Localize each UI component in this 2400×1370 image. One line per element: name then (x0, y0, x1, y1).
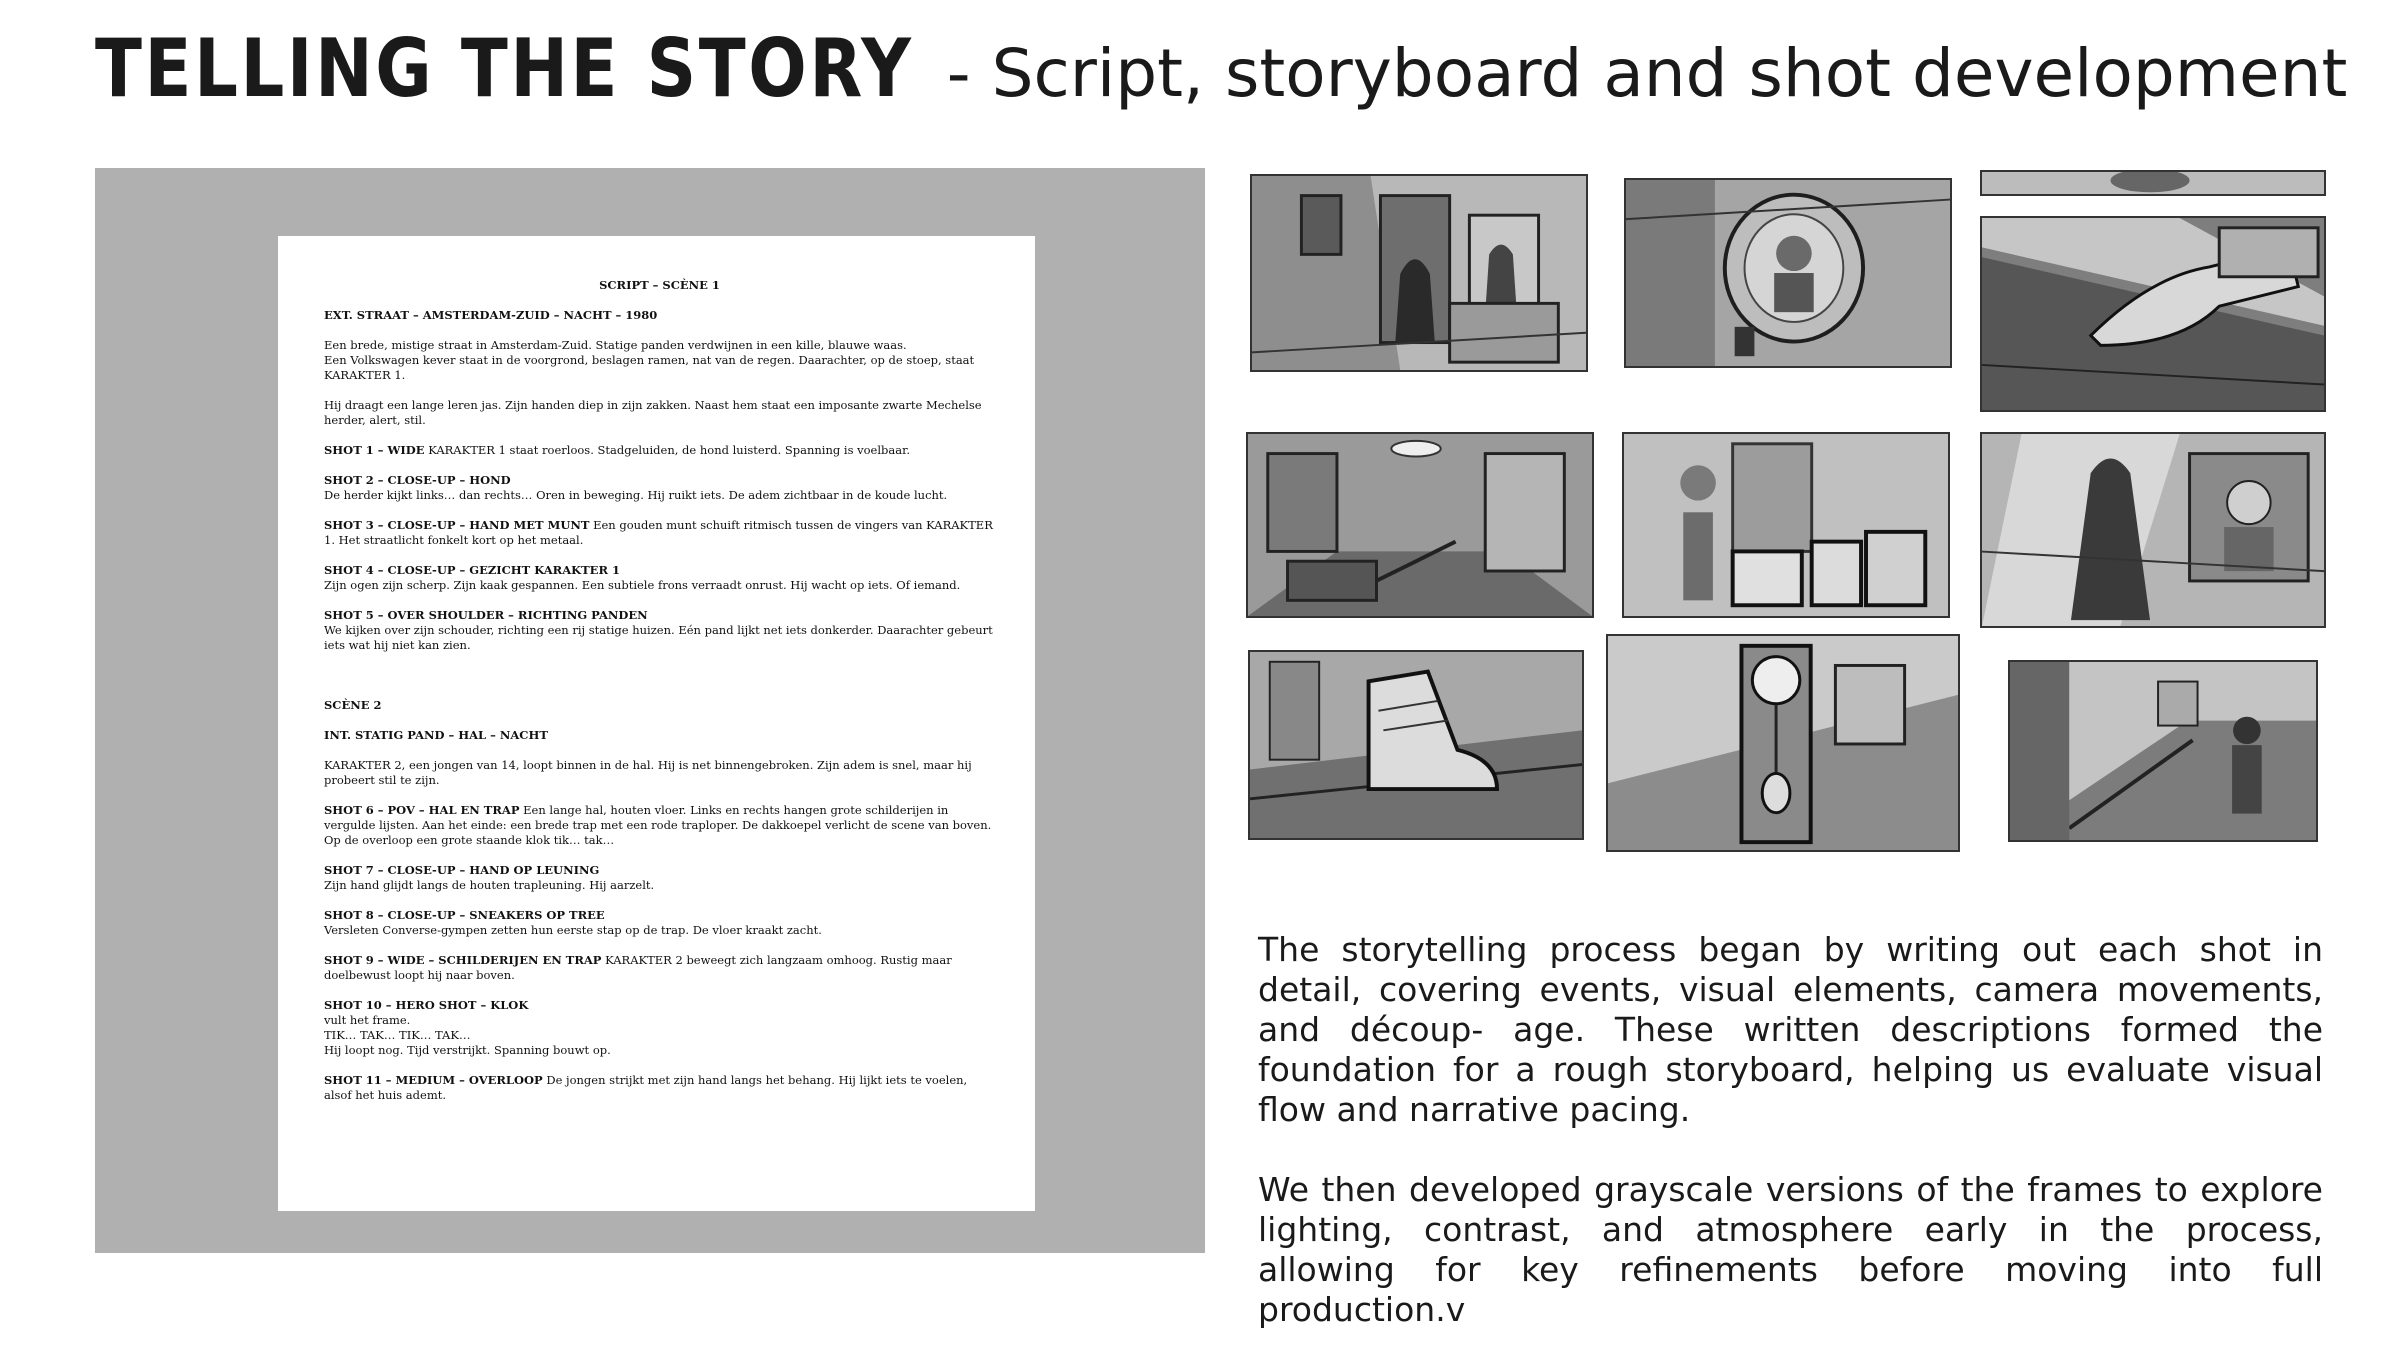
storyboard-frame-hallway-figure (1250, 174, 1588, 372)
script-shot-label: SHOT 5 – OVER SHOULDER – RICHTING PANDEN (324, 608, 648, 622)
script-shot-label: INT. STATIG PAND – HAL – NACHT (324, 728, 548, 742)
script-block (324, 728, 995, 743)
storyboard-frame-grandfather-clock (1606, 634, 1960, 852)
script-block (324, 698, 995, 713)
script-shot-text: KARAKTER 2, een jongen van 14, loopt binnen in de hal. Hij is net binnengebroken. Zijn adem is snel, maar hij probeert stil te zijn. (324, 758, 972, 787)
script-shot-label: SHOT 8 – CLOSE-UP – SNEAKERS OP TREE (324, 908, 605, 922)
storyboard-frame-boy-on-stairs (2008, 660, 2318, 842)
script-shot-label: SHOT 7 – CLOSE-UP – HAND OP LEUNING (324, 863, 600, 877)
script-shot-text: We kijken over zijn schouder, richting een rij statige huizen. Eén pand lijkt net iets donkerder. Daarachter gebeurt iets wat hij niet kan zien. (324, 623, 993, 652)
script-shot-text: Een gouden munt schuift ritmisch tussen de vingers van KARAKTER 1. Het straatlicht fonkelt kort op het metaal. (324, 518, 993, 547)
script-block (324, 1073, 995, 1103)
script-shot-label: SHOT 4 – CLOSE-UP – GEZICHT KARAKTER 1 (324, 563, 621, 577)
script-block (324, 398, 995, 428)
script-shot-text: KARAKTER 2 beweegt zich langzaam omhoog. Rustig maar doelbewust loopt hij naar boven. (324, 953, 952, 982)
script-shot-label: SHOT 11 – MEDIUM – OVERLOOP (324, 1073, 543, 1087)
script-block (324, 473, 995, 503)
script-shot-text: De jongen strijkt met zijn hand langs het behang. Hij lijkt iets te voelen, alsof het huis ademt. (324, 1073, 968, 1102)
script-block (324, 608, 995, 653)
script-shot-text: vult het frame. TIK… TAK… TIK… TAK… Hij loopt nog. Tijd verstrijkt. Spanning bouwt op. (324, 1013, 611, 1057)
script-shot-text: Versleten Converse-gympen zetten hun eerste stap op de trap. De vloer kraakt zacht. (324, 923, 822, 937)
script-shot-text: Hij draagt een lange leren jas. Zijn handen diep in zijn zakken. Naast hem staat een imposante zwarte Mechelse herder, alert, stil. (324, 398, 982, 427)
script-block (324, 998, 995, 1058)
header (95, 22, 2347, 132)
script-block (324, 908, 995, 938)
script-shot-label: SHOT 10 – HERO SHOT – KLOK (324, 998, 529, 1012)
description (1258, 930, 2323, 1370)
script-shot-label: SHOT 6 – POV – HAL EN TRAP (324, 803, 520, 817)
storyboard-frame-strip-top (1980, 170, 2326, 196)
page-subtitle: - Script, storyboard and shot development (946, 35, 2348, 112)
script-shot-label: SHOT 9 – WIDE – SCHILDERIJEN EN TRAP (324, 953, 602, 967)
script-block (324, 563, 995, 593)
storyboard-frame-sneaker-on-step (1248, 650, 1584, 840)
script-shot-text: Een lange hal, houten vloer. Links en rechts hangen grote schilderijen in vergulde lijsten. Aan het einde: een brede trap met een rode traploper. De dakkoepel verlicht de scene van boven. Op de overloop een grote staande klok tik… tak… (324, 803, 992, 847)
description-paragraph-1: The storytelling process began by writing out each shot in detail, covering events, visual elements, camera movements, and découp- age. These written descriptions formed the foundation for a rough storyboard, helping us evaluate visual flow and narrative pacing. (1258, 930, 2323, 1129)
script-block (324, 518, 995, 548)
script-block (324, 338, 995, 383)
script-shot-label: SHOT 1 – WIDE (324, 443, 425, 457)
script-block (324, 758, 995, 788)
storyboard-grid (1238, 160, 2348, 900)
storyboard-frame-picture-frames (1622, 432, 1950, 618)
storyboard-frame-hand-on-banister (1980, 216, 2326, 412)
script-page (278, 236, 1035, 1211)
storyboard-frame-hall-and-stairs (1246, 432, 1594, 618)
storyboard-frame-doorknob-reflection (1624, 178, 1952, 368)
script-block (324, 863, 995, 893)
description-paragraph-2: We then developed grayscale versions of the frames to explore lighting, contrast, and atmosphere early in the process, allowing for key refinements before moving into full production.v (1258, 1170, 2323, 1329)
script-shot-label: SHOT 2 – CLOSE-UP – HOND (324, 473, 511, 487)
script-shot-text: Zijn hand glijdt langs de houten trapleuning. Hij aarzelt. (324, 878, 655, 892)
script-shot-text: KARAKTER 1 staat roerloos. Stadgeluiden, de hond luisterd. Spanning is voelbaar. (424, 443, 910, 457)
script-shot-text: Een brede, mistige straat in Amsterdam-Zuid. Statige panden verdwijnen in een kille, blauwe waas. Een Volkswagen kever staat in de voorgrond, beslagen ramen, nat van de regen. Daarachter, op de stoep, staat KARAKTER 1. (324, 338, 975, 382)
script-block (324, 953, 995, 983)
script-shot-text: Zijn ogen zijn scherp. Zijn kaak gespannen. Een subtiele frons verraadt onrust. Hij wacht op iets. Of iemand. (324, 578, 961, 592)
page-title: TELLING THE STORY (95, 22, 914, 115)
script-shot-text: De herder kijkt links… dan rechts… Oren in beweging. Hij ruikt iets. De adem zichtbaar in de koude lucht. (324, 488, 948, 502)
script-gap (324, 668, 995, 698)
script-shot-label: SCÈNE 2 (324, 698, 382, 712)
script-heading: SCRIPT – SCÈNE 1 (599, 278, 720, 292)
script-panel (95, 168, 1205, 1253)
script-shot-label: EXT. STRAAT – AMSTERDAM-ZUID – NACHT – 1980 (324, 308, 658, 322)
script-block (324, 803, 995, 848)
script-block (324, 443, 995, 458)
script-shot-label: SHOT 3 – CLOSE-UP – HAND MET MUNT (324, 518, 590, 532)
storyboard-frame-portrait-and-boy (1980, 432, 2326, 628)
script-block (324, 308, 995, 323)
